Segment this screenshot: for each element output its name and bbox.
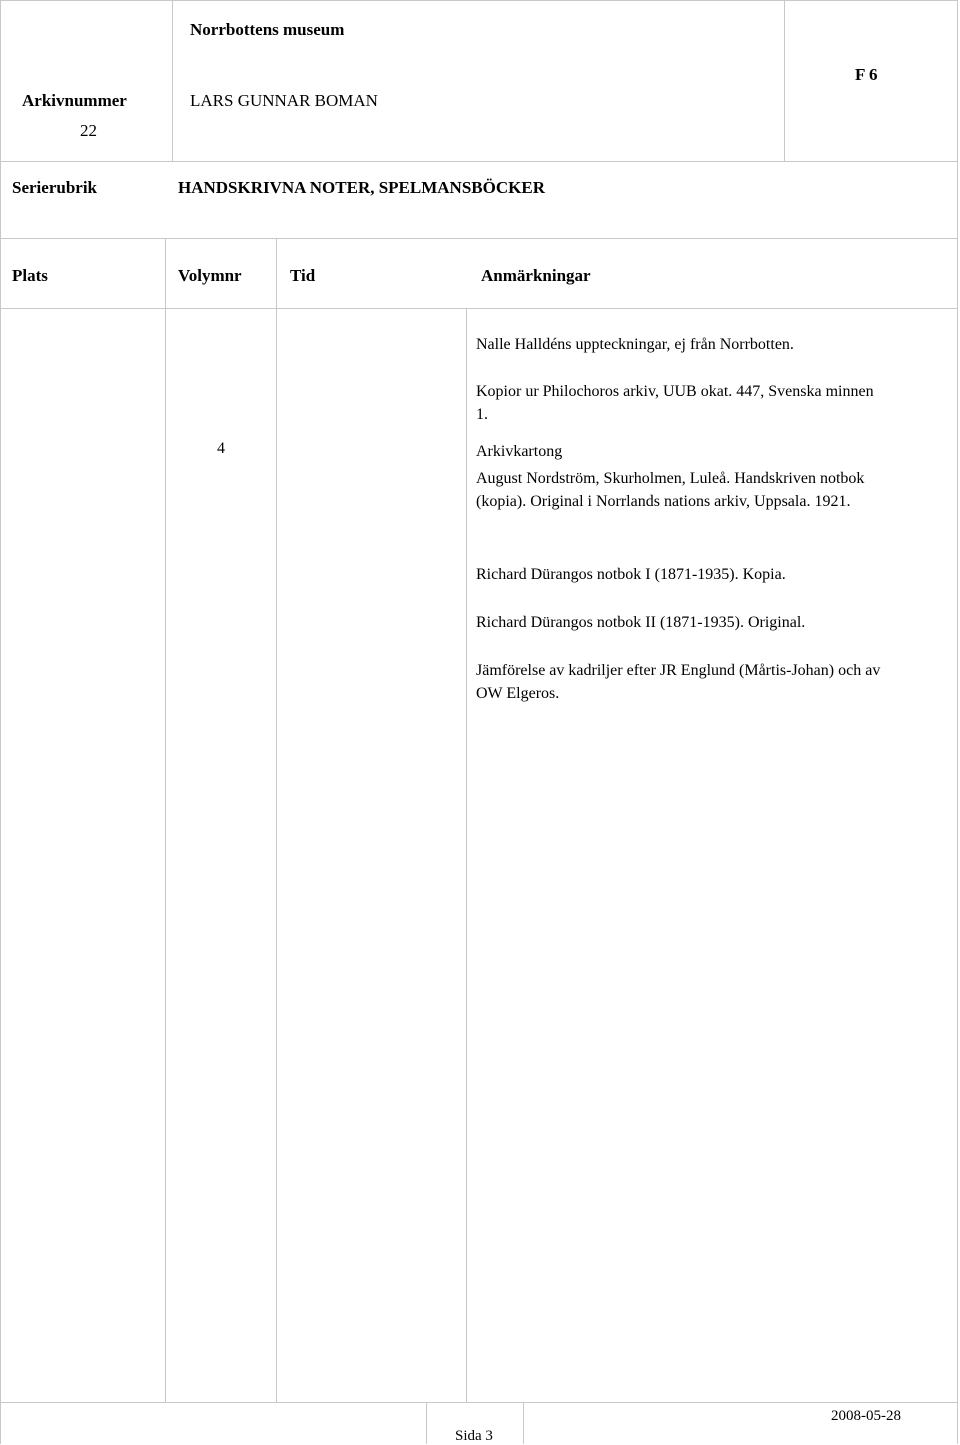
header-divider-left	[172, 0, 173, 162]
right-border	[957, 0, 958, 1444]
col-divider-2-head	[276, 238, 277, 308]
columns-bottom-line	[0, 308, 958, 309]
col-divider-1	[165, 308, 166, 1403]
column-time: Tid	[290, 266, 316, 285]
archive-number-label: Arkivnummer	[22, 91, 127, 110]
page-number: Sida 3	[455, 1428, 493, 1444]
remark-entry: Richard Dürangos notbok I (1871-1935). Kopia.	[476, 566, 786, 583]
col-divider-3	[466, 308, 467, 1403]
left-border	[0, 0, 1, 1444]
series-bottom-line	[0, 238, 958, 239]
archive-name: LARS GUNNAR BOMAN	[190, 91, 378, 110]
col-divider-1-head	[165, 238, 166, 308]
document-date: 2008-05-28	[831, 1408, 901, 1424]
column-place: Plats	[12, 266, 48, 285]
remark-entry: Nalle Halldéns uppteckningar, ej från Norrbotten.	[476, 336, 794, 353]
footer-line	[0, 1402, 958, 1403]
top-border	[0, 0, 958, 1]
series-label: Serierubrik	[12, 178, 97, 197]
column-volume: Volymnr	[178, 266, 242, 285]
header-divider-right	[784, 0, 785, 162]
series-title: HANDSKRIVNA NOTER, SPELMANSBÖCKER	[178, 178, 545, 197]
footer-divider-left	[426, 1402, 427, 1444]
volume-number: 4	[217, 440, 225, 457]
column-remarks: Anmärkningar	[481, 266, 591, 285]
footer-divider-right	[523, 1402, 524, 1444]
section-code: F 6	[855, 65, 878, 84]
archive-number: 22	[80, 121, 97, 140]
remark-entry: August Nordström, Skurholmen, Luleå. Handskriven notbok (kopia). Original i Norrlands nations arkiv, Uppsala. 1921.	[476, 470, 865, 510]
remark-entry: Jämförelse av kadriljer efter JR Englund (Mårtis-Johan) och av OW Elgeros.	[476, 662, 881, 702]
remark-entry: Arkivkartong	[476, 443, 563, 460]
remark-entry: Richard Dürangos notbok II (1871-1935). Original.	[476, 614, 806, 631]
remark-entry: Kopior ur Philochoros arkiv, UUB okat. 447, Svenska minnen 1.	[476, 383, 874, 423]
col-divider-2	[276, 308, 277, 1403]
museum-name: Norrbottens museum	[190, 20, 345, 39]
header-bottom-line	[0, 161, 958, 162]
